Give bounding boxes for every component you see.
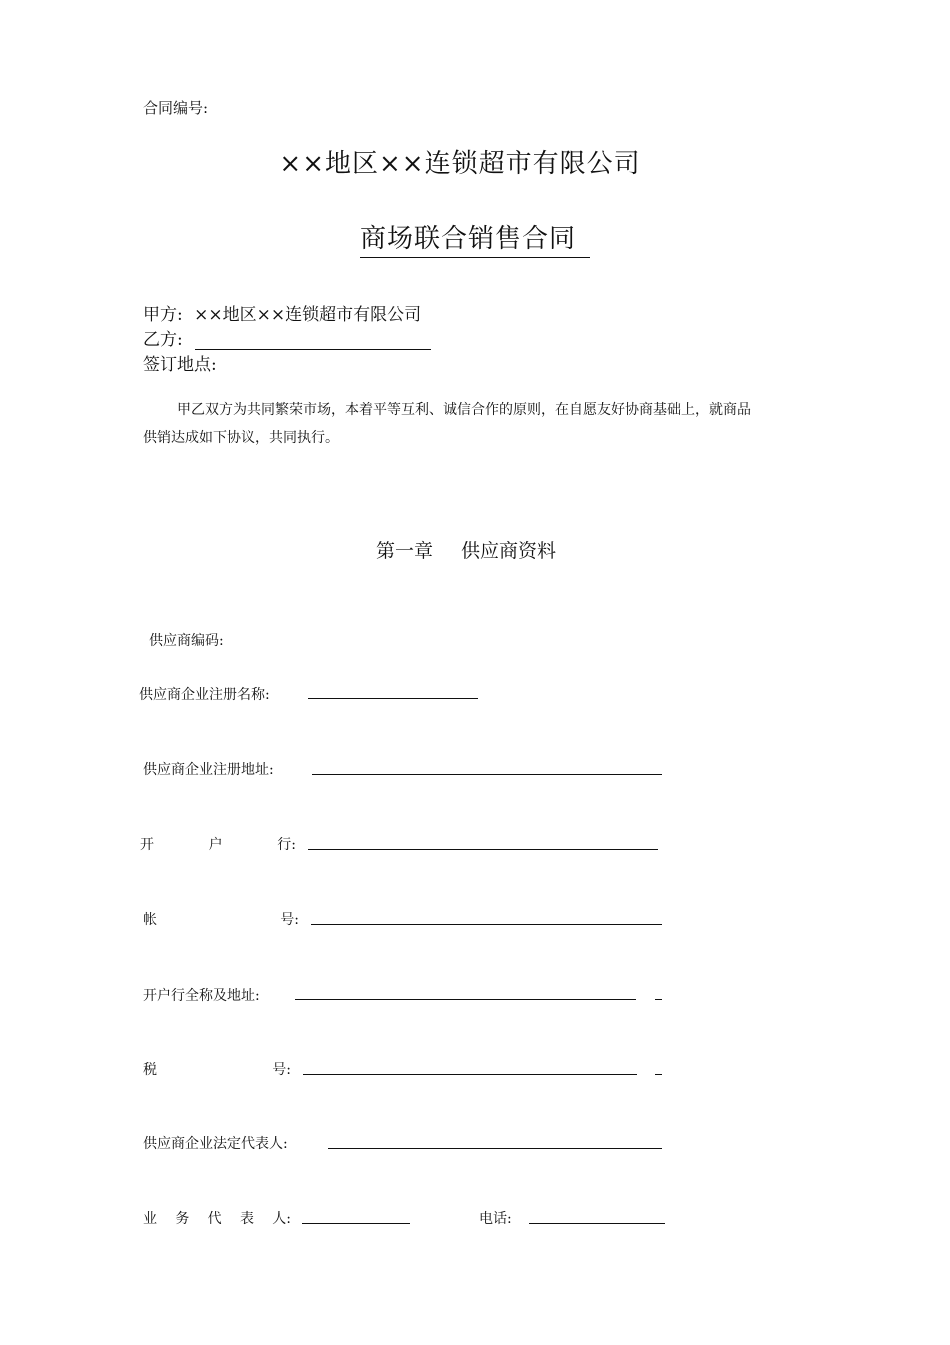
account-blank[interactable] bbox=[311, 924, 662, 925]
business-rep-char-2: 务 bbox=[175, 1211, 190, 1227]
bank-full-name-blank[interactable] bbox=[295, 999, 636, 1000]
party-b bbox=[143, 325, 431, 350]
bank-blank[interactable] bbox=[308, 849, 658, 850]
account-label-char-1: 帐 bbox=[143, 912, 157, 928]
intro-text: 甲乙双方为共同繁荣市场，本着平等互利、诚信合作的原则，在自愿友好协商基础上，就商品供销达成如下协议，共同执行。 bbox=[143, 402, 751, 446]
business-rep-char-5: 人: bbox=[272, 1211, 291, 1227]
party-a-value: ××地区××连锁超市有限公司 bbox=[194, 305, 422, 325]
tax-blank[interactable] bbox=[303, 1074, 637, 1075]
bank-label bbox=[140, 834, 296, 854]
business-rep-blank[interactable] bbox=[302, 1223, 410, 1224]
title-contract: 商场联合销售合同 bbox=[360, 218, 590, 258]
tax-label-char-1: 税 bbox=[143, 1062, 157, 1078]
legal-rep-blank[interactable] bbox=[328, 1148, 662, 1149]
signing-place bbox=[143, 350, 217, 375]
chapter-number: 第一章 bbox=[376, 540, 434, 562]
registered-address-label: 供应商企业注册地址: bbox=[143, 762, 274, 778]
account-label-char-2: 号: bbox=[280, 912, 299, 928]
bank-label-char-1: 开 bbox=[140, 837, 154, 853]
party-a-label: 甲方: bbox=[143, 305, 183, 325]
business-rep-char-4: 表 bbox=[239, 1211, 254, 1227]
bank-label-char-3: 行: bbox=[277, 837, 296, 853]
chapter-title: 供应商资料 bbox=[461, 540, 557, 562]
signing-place-label: 签订地点: bbox=[143, 355, 217, 375]
bank-label-char-2: 户 bbox=[208, 837, 223, 853]
tax-label-char-2: 号: bbox=[272, 1062, 291, 1078]
intro-paragraph bbox=[143, 396, 763, 452]
contract-number-label: 合同编号: bbox=[143, 99, 209, 117]
account-label bbox=[143, 909, 299, 929]
phone-label: 电话: bbox=[479, 1211, 512, 1227]
party-b-label: 乙方: bbox=[143, 330, 183, 350]
registered-address-blank[interactable] bbox=[312, 774, 662, 775]
legal-rep-label: 供应商企业法定代表人: bbox=[143, 1136, 288, 1152]
party-b-blank[interactable] bbox=[195, 334, 431, 350]
bank-full-name-label: 开户行全称及地址: bbox=[143, 988, 260, 1004]
tax-label bbox=[143, 1059, 291, 1079]
party-a bbox=[143, 300, 421, 325]
bank-full-name-blank-tail bbox=[655, 999, 662, 1000]
business-rep-char-1: 业 bbox=[143, 1211, 157, 1227]
registered-name-blank[interactable] bbox=[308, 698, 478, 699]
business-rep-char-3: 代 bbox=[207, 1211, 222, 1227]
supplier-code-label: 供应商编码: bbox=[149, 633, 224, 649]
chapter-heading bbox=[376, 536, 556, 563]
tax-blank-tail bbox=[655, 1074, 662, 1075]
title-company: ××地区××连锁超市有限公司 bbox=[279, 149, 641, 179]
business-rep-label bbox=[143, 1208, 291, 1228]
phone-blank[interactable] bbox=[529, 1223, 665, 1224]
registered-name-label: 供应商企业注册名称: bbox=[139, 687, 270, 703]
